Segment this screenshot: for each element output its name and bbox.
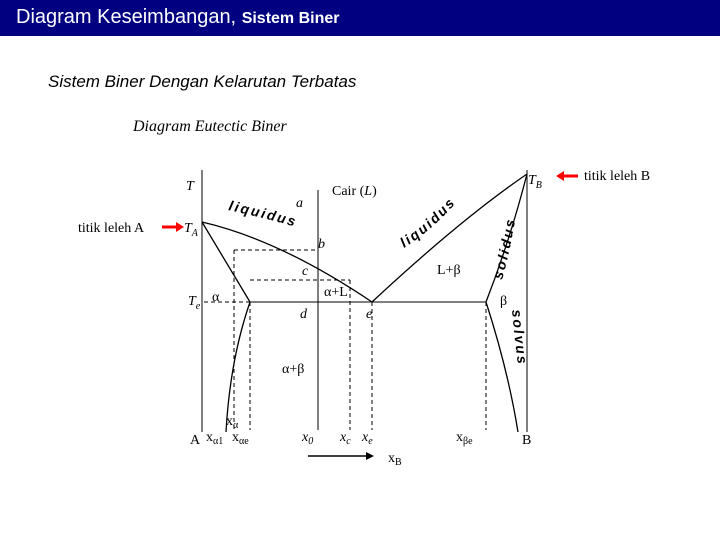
x0-label: $x_0$ — [302, 430, 314, 447]
title-sub: Sistem Biner — [241, 10, 340, 27]
x-alpha-label: $x_\alpha$ — [226, 414, 239, 431]
arrow-melting-A — [162, 222, 184, 232]
point-e-label: e — [366, 307, 373, 322]
TA-label: $T_A$ — [184, 221, 198, 239]
alpha-region-label: α — [212, 290, 220, 305]
point-c-label: c — [302, 264, 309, 279]
xB-label: $x_B$ — [388, 451, 402, 468]
solidus-right-label: solidus — [489, 216, 519, 281]
B-label: B — [522, 433, 532, 448]
composition-arrow — [308, 452, 374, 460]
beta-region-label: β — [500, 294, 508, 309]
point-b-label: b — [318, 237, 325, 252]
Te-label: $T_e$ — [188, 294, 201, 312]
axis-T-label: T — [186, 179, 194, 194]
melting-B-label: titik leleh B — [584, 169, 651, 184]
subtitle: Sistem Biner Dengan Kelarutan Terbatas — [48, 72, 357, 91]
point-d-label: d — [300, 307, 307, 322]
alpha-plus-L-label: α+L — [324, 285, 348, 300]
xe-label: $x_e$ — [362, 430, 373, 447]
liquid-region-label: Cair (L) — [332, 184, 377, 199]
solvus-left-curve — [226, 302, 250, 432]
liquidus-right-label: liquidus — [396, 193, 459, 251]
title-main: Diagram Keseimbangan, — [16, 6, 237, 28]
solvus-right-label: solvus — [509, 308, 531, 367]
melting-A-label: titik leleh A — [78, 221, 145, 236]
arrow-melting-B — [556, 171, 578, 181]
point-a-label: a — [296, 196, 303, 211]
alpha-plus-beta-label: α+β — [282, 362, 305, 377]
x-beta-e-label: $x_{\beta e}$ — [456, 430, 473, 447]
x-alpha1-label: $x_{\alpha 1}$ — [206, 430, 224, 447]
diagram-title: Diagram Eutectic Biner — [133, 118, 287, 135]
xc-label: $x_c$ — [340, 430, 351, 447]
L-plus-beta-label: L+β — [437, 263, 461, 278]
x-alpha-e-label: $x_{\alpha e}$ — [232, 430, 249, 447]
A-label: A — [190, 433, 201, 448]
liquidus-left-label: liquidus — [227, 197, 300, 230]
TB-label: $T_B$ — [528, 173, 542, 191]
